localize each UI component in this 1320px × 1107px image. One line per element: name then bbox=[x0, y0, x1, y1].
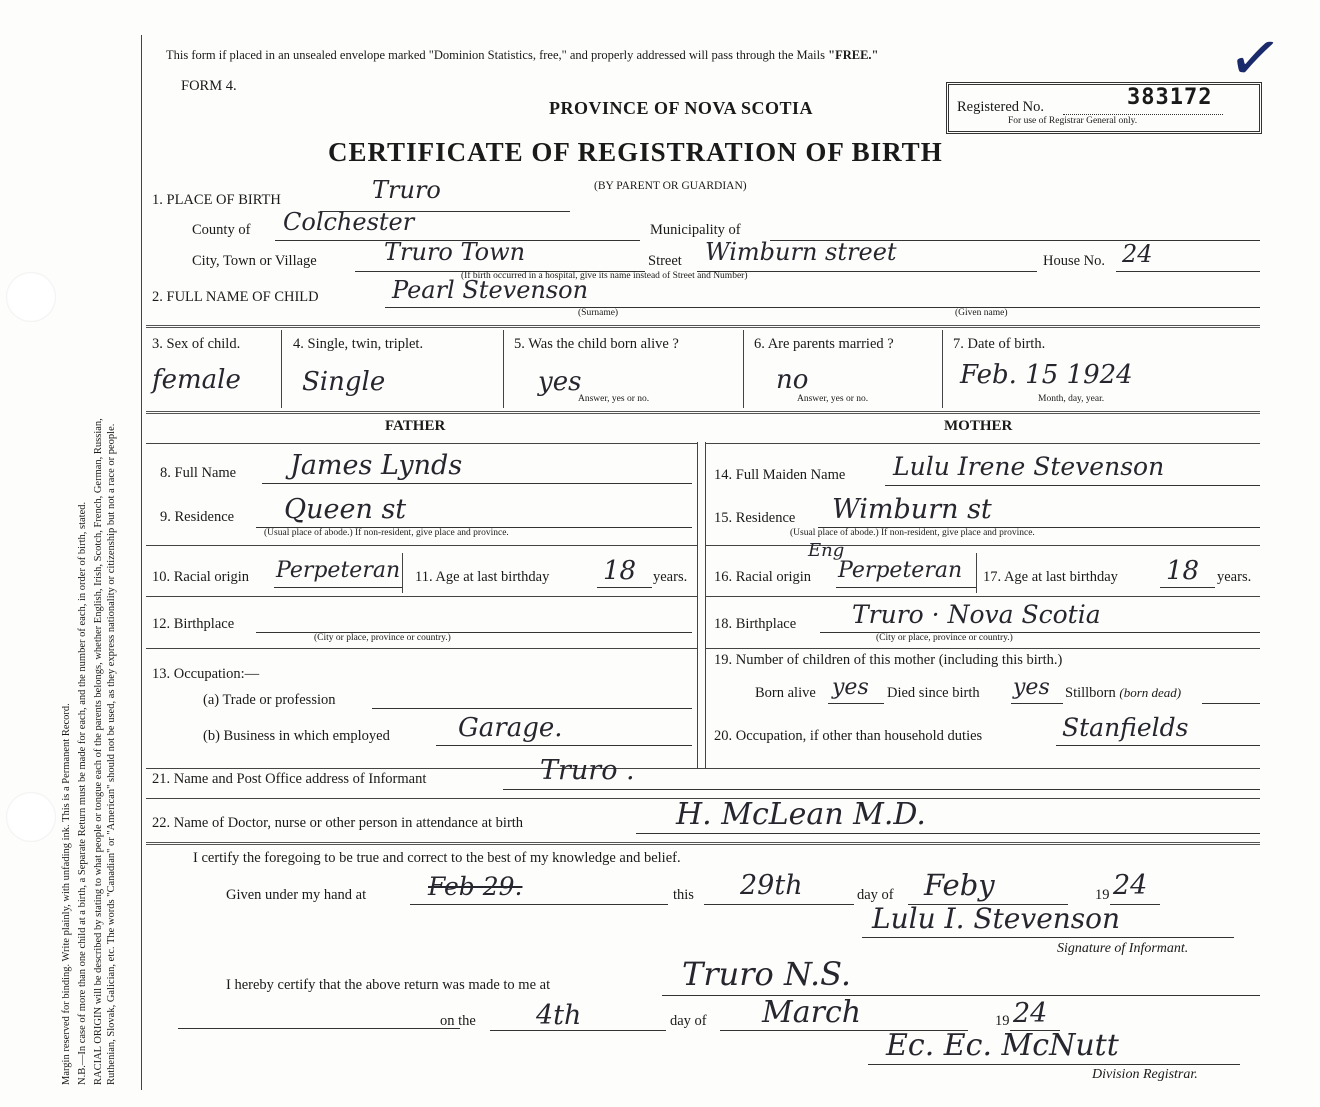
surname-note: (Surname) bbox=[578, 308, 619, 318]
father-bp-label: 12. Birthplace bbox=[152, 616, 235, 632]
dob-value: Feb. 15 1924 bbox=[960, 360, 1133, 390]
house-label: House No. bbox=[1043, 253, 1106, 269]
doctor-value: H. McLean M.D. bbox=[676, 797, 926, 832]
father-res-value: Queen st bbox=[284, 494, 407, 525]
stillborn-underline bbox=[1202, 703, 1260, 704]
mother-name-underline bbox=[885, 485, 1260, 486]
hospital-note: (If birth occurred in a hospital, give its name instead of Street and Number) bbox=[461, 271, 748, 281]
father-race-value: Perpeteran bbox=[276, 558, 401, 583]
municipality-label: Municipality of bbox=[650, 222, 741, 238]
dob-label: 7. Date of birth. bbox=[953, 336, 1046, 352]
father-rule-2 bbox=[146, 596, 697, 597]
margin-notes bbox=[60, 45, 118, 1085]
father-name-value: James Lynds bbox=[290, 450, 463, 481]
certificate-subtitle: (BY PARENT OR GUARDIAN) bbox=[594, 180, 747, 192]
child-name-label: 2. FULL NAME OF CHILD bbox=[152, 289, 319, 305]
mother-age-underline bbox=[1160, 587, 1215, 588]
mother-occ-label: 20. Occupation, if other than household duties bbox=[714, 728, 983, 744]
city-value: Truro Town bbox=[384, 238, 526, 266]
father-race-divider bbox=[402, 553, 403, 593]
street-label: Street bbox=[648, 253, 682, 269]
house-underline bbox=[1116, 271, 1260, 272]
mother-race-divider bbox=[976, 553, 977, 593]
mother-rule-1 bbox=[705, 545, 1260, 546]
registrar-blank-underline bbox=[178, 1028, 460, 1029]
given-place-value: Feb 29. bbox=[428, 872, 523, 901]
registrar-signature: Ec. Ec. McNutt bbox=[886, 1028, 1119, 1063]
mother-race-underline bbox=[836, 587, 976, 588]
father-business-value: Garage. bbox=[458, 713, 563, 743]
mother-race-label: 16. Racial origin bbox=[714, 569, 812, 585]
divider-certify bbox=[146, 842, 1260, 845]
died-underline bbox=[1011, 703, 1063, 704]
doctor-underline bbox=[636, 833, 1260, 834]
registered-note: For use of Registrar General only. bbox=[1008, 116, 1138, 126]
died-label: Died since birth bbox=[887, 685, 980, 701]
mother-rule-2 bbox=[705, 596, 1260, 597]
parents-divider-left bbox=[697, 442, 698, 768]
father-res-label: 9. Residence bbox=[160, 509, 235, 525]
city-label: City, Town or Village bbox=[192, 253, 317, 269]
place-label: 1. PLACE OF BIRTH bbox=[152, 192, 281, 208]
plurality-value: Single bbox=[302, 367, 386, 397]
died-value: yes bbox=[1013, 675, 1050, 700]
margin-line-1: Margin reserved for binding. Write plainly, with unfading ink. This is a Permanent Record. bbox=[61, 703, 72, 1085]
mother-race-correction: Eng bbox=[808, 540, 845, 561]
informant-label: 21. Name and Post Office address of Informant bbox=[152, 771, 427, 787]
mother-bp-note: (City or place, province or country.) bbox=[876, 633, 1013, 643]
registrar-year-prefix: 19 bbox=[995, 1013, 1010, 1029]
divider-child bbox=[146, 325, 1260, 328]
place-value: Truro bbox=[372, 176, 441, 204]
informant-signature-underline bbox=[862, 937, 1234, 938]
row-divider-2 bbox=[503, 330, 504, 408]
mail-notice-text: This form if placed in an unsealed envelope marked "Dominion Statistics, free," and properly addressed will pass through the Mails bbox=[166, 48, 829, 62]
father-race-label: 10. Racial origin bbox=[152, 569, 250, 585]
father-years: years. bbox=[653, 569, 688, 585]
child-name-underline bbox=[385, 307, 1260, 308]
born-alive-underline bbox=[828, 703, 884, 704]
father-business-label: (b) Business in which employed bbox=[203, 728, 390, 744]
father-name-label: 8. Full Name bbox=[160, 465, 237, 481]
father-heading: FATHER bbox=[385, 418, 446, 434]
registered-label: Registered No. bbox=[957, 99, 1044, 115]
margin-line-2: N.B.—In case of more than one child at a birth, a Separate Return must be made for each, and the number of each, in order of birth, stated. bbox=[77, 501, 88, 1085]
informant-signature-label: Signature of Informant. bbox=[1057, 941, 1189, 956]
father-name-underline bbox=[262, 483, 692, 484]
street-value: Wimburn street bbox=[705, 238, 897, 266]
married-value: no bbox=[776, 365, 809, 395]
month-value: Feby bbox=[924, 868, 995, 902]
divider-informant bbox=[146, 768, 1260, 769]
day-value: 29th bbox=[740, 870, 803, 901]
dob-note: Month, day, year. bbox=[1038, 394, 1105, 404]
father-trade-label: (a) Trade or profession bbox=[203, 692, 336, 708]
mother-rule-0 bbox=[705, 443, 1260, 444]
province-heading: PROVINCE OF NOVA SCOTIA bbox=[549, 98, 814, 118]
certificate-title: CERTIFICATE OF REGISTRATION OF BIRTH bbox=[328, 137, 943, 167]
stillborn-text: Stillborn bbox=[1065, 685, 1116, 701]
father-trade-underline bbox=[372, 708, 692, 709]
father-race-underline bbox=[274, 587, 402, 588]
registered-underline bbox=[1063, 114, 1223, 115]
child-name-value: Pearl Stevenson bbox=[392, 276, 589, 304]
mother-heading: MOTHER bbox=[944, 418, 1013, 434]
informant-value: Truro . bbox=[540, 755, 635, 786]
stillborn-note: (born dead) bbox=[1119, 685, 1182, 700]
day-underline bbox=[704, 904, 854, 905]
row-divider-4 bbox=[942, 330, 943, 408]
sex-value: female bbox=[152, 365, 241, 395]
margin-border bbox=[141, 35, 142, 1090]
on-the-label: on the bbox=[440, 1013, 476, 1029]
registrar-place-underline bbox=[662, 995, 1260, 996]
county-value: Colchester bbox=[283, 208, 415, 236]
form-number: FORM 4. bbox=[181, 78, 237, 94]
mother-rule-3 bbox=[705, 648, 1260, 649]
registrar-signature-label: Division Registrar. bbox=[1092, 1067, 1198, 1082]
mother-years: years. bbox=[1217, 569, 1252, 585]
registrar-day-value: 4th bbox=[536, 1000, 582, 1031]
father-age-label: 11. Age at last birthday bbox=[415, 569, 550, 585]
father-age-underline bbox=[597, 587, 652, 588]
mother-res-label: 15. Residence bbox=[714, 510, 796, 526]
registrar-statement: I hereby certify that the above return was made to me at bbox=[226, 977, 551, 993]
registered-number: 383172 bbox=[1127, 85, 1213, 110]
binding-hole-top bbox=[6, 272, 56, 322]
registrar-place-value: Truro N.S. bbox=[682, 955, 852, 993]
father-business-underline bbox=[436, 745, 692, 746]
mail-free: "FREE." bbox=[828, 48, 879, 62]
registrar-year-value: 24 bbox=[1013, 998, 1048, 1029]
mother-occ-value: Stanfields bbox=[1062, 713, 1189, 742]
mother-bp-label: 18. Birthplace bbox=[714, 616, 797, 632]
mother-name-label: 14. Full Maiden Name bbox=[714, 467, 846, 483]
born-alive-value: yes bbox=[832, 675, 869, 700]
mother-age-value: 18 bbox=[1166, 556, 1200, 586]
mother-res-note: (Usual place of abode.) If non-resident, give place and province. bbox=[790, 528, 1035, 538]
alive-value: yes bbox=[538, 367, 582, 397]
row-divider-3 bbox=[743, 330, 744, 408]
registrar-day-of: day of bbox=[670, 1013, 707, 1029]
father-bp-note: (City or place, province or country.) bbox=[314, 633, 451, 643]
mother-bp-value: Truro · Nova Scotia bbox=[852, 600, 1101, 629]
check-mark: ✓ bbox=[1223, 18, 1287, 100]
certify-statement: I certify the foregoing to be true and correct to the best of my knowledge and belief. bbox=[193, 850, 681, 866]
father-rule-0 bbox=[146, 443, 697, 444]
father-occ-label: 13. Occupation:— bbox=[152, 666, 260, 682]
row-divider-1 bbox=[281, 330, 282, 408]
mother-race-value: Perpeteran bbox=[838, 558, 963, 583]
doctor-label: 22. Name of Doctor, nurse or other person in attendance at birth bbox=[152, 815, 524, 831]
plurality-label: 4. Single, twin, triplet. bbox=[293, 336, 424, 352]
year-prefix: 19 bbox=[1095, 887, 1110, 903]
mother-children-label: 19. Number of children of this mother (including this birth.) bbox=[714, 652, 1063, 668]
sex-label: 3. Sex of child. bbox=[152, 336, 241, 352]
day-of-label: day of bbox=[857, 887, 894, 903]
margin-line-4: Ruthenian, Slovak, Galician, etc. The words "Canadian" or "American" should not be used, as they express nationality or citizenship but not a race or people. bbox=[106, 423, 117, 1085]
stillborn-label bbox=[1065, 685, 1181, 702]
mail-notice bbox=[166, 48, 878, 63]
divider-parents bbox=[146, 411, 1260, 414]
given-label: Given under my hand at bbox=[226, 887, 367, 903]
mother-name-value: Lulu Irene Stevenson bbox=[893, 452, 1165, 481]
county-label: County of bbox=[192, 222, 251, 238]
married-note: Answer, yes or no. bbox=[797, 394, 869, 404]
margin-line-3: RACIAL ORIGIN will be described by stating to what people or tongue each of the parents belongs, whether English, Irish, Scotch, French, German, Russian, bbox=[93, 418, 104, 1085]
parents-divider-right bbox=[705, 442, 706, 768]
alive-note: Answer, yes or no. bbox=[578, 394, 650, 404]
given-place-underline bbox=[410, 904, 668, 905]
given-name-note: (Given name) bbox=[955, 308, 1008, 318]
informant-underline bbox=[503, 789, 1260, 790]
this-label: this bbox=[673, 887, 694, 903]
year-value: 24 bbox=[1113, 870, 1148, 901]
registrar-month-value: March bbox=[762, 995, 862, 1030]
alive-label: 5. Was the child born alive ? bbox=[514, 336, 679, 352]
father-rule-3 bbox=[146, 648, 697, 649]
mother-res-value: Wimburn st bbox=[832, 494, 992, 525]
father-age-value: 18 bbox=[603, 556, 637, 586]
born-alive-label: Born alive bbox=[755, 685, 816, 701]
street-underline bbox=[697, 271, 1037, 272]
father-rule-1 bbox=[146, 545, 697, 546]
mother-occ-underline bbox=[1056, 745, 1260, 746]
registrar-signature-underline bbox=[868, 1064, 1240, 1065]
father-res-note: (Usual place of abode.) If non-resident, give place and province. bbox=[264, 528, 509, 538]
married-label: 6. Are parents married ? bbox=[754, 336, 894, 352]
mother-age-label: 17. Age at last birthday bbox=[983, 569, 1118, 585]
informant-signature: Lulu I. Stevenson bbox=[872, 902, 1121, 935]
binding-hole-bottom bbox=[6, 792, 56, 842]
house-value: 24 bbox=[1122, 240, 1153, 268]
